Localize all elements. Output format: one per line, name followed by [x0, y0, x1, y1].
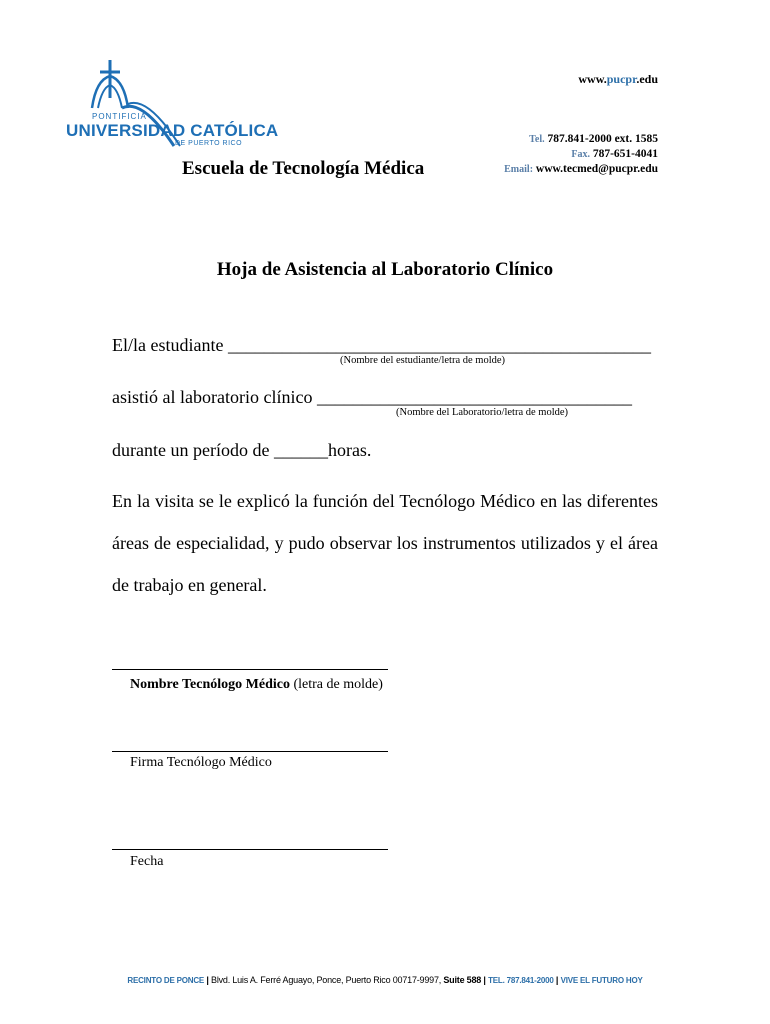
- website-suffix: .edu: [636, 72, 658, 86]
- name-label: [130, 677, 383, 693]
- contact-block: [504, 132, 658, 177]
- website-link[interactable]: [578, 72, 658, 87]
- student-caption: (Nombre del estudiante/letra de molde): [340, 355, 506, 366]
- website-accent: pucpr: [606, 72, 637, 86]
- website-prefix: www.: [578, 72, 607, 86]
- signature-line: [112, 750, 388, 752]
- email-value[interactable]: www.tecmed@pucpr.edu: [535, 163, 658, 175]
- footer-address: Blvd. Luis A. Ferré Aguayo, Ponce, Puerto Rico 00717-9997,: [211, 975, 442, 985]
- email-line: [504, 162, 658, 177]
- date-line: [112, 848, 388, 850]
- visit-paragraph: En la visita se le explicó la función del Tecnólogo Médico en las diferentes áreas de especialidad, y pudo observar los instrumentos utilizados y el área de trabajo en general.: [112, 491, 658, 595]
- footer-tel: TEL. 787.841-2000: [488, 976, 554, 985]
- name-label-bold: Nombre Tecnólogo Médico: [130, 677, 290, 692]
- tel-line: [504, 132, 658, 147]
- logo-university-text: UNIVERSIDAD CATÓLICA: [66, 121, 279, 140]
- logo-pontificia-text: PONTIFICIA: [92, 112, 147, 121]
- tel-value: 787.841-2000 ext. 1585: [547, 133, 658, 145]
- school-name: Escuela de Tecnología Médica: [182, 158, 425, 179]
- laboratory-line: asistió al laboratorio clínico ___________________________________: [112, 387, 632, 407]
- footer-suite: Suite 588: [443, 975, 482, 985]
- name-label-rest: (letra de molde): [289, 677, 383, 692]
- date-label: Fecha: [130, 854, 164, 869]
- footer-sep-3: |: [555, 975, 559, 985]
- email-label: Email:: [504, 164, 534, 175]
- fax-label: Fax.: [571, 149, 590, 160]
- fax-value: 787-651-4041: [592, 148, 658, 160]
- tel-label: Tel.: [529, 134, 545, 145]
- name-signature-line: [112, 668, 388, 670]
- student-line: El/la estudiante _______________________________________________: [112, 335, 651, 355]
- footer-sep-2: |: [483, 975, 486, 985]
- signature-label: Firma Tecnólogo Médico: [130, 755, 272, 770]
- document-title: Hoja de Asistencia al Laboratorio Clínico: [216, 259, 554, 280]
- footer-campus: RECINTO DE PONCE: [127, 976, 205, 985]
- hours-line: durante un período de ______horas.: [112, 440, 372, 460]
- laboratory-caption: (Nombre del Laboratorio/letra de molde): [396, 407, 569, 418]
- fax-line: [504, 147, 658, 162]
- footer: [0, 975, 770, 985]
- footer-sep-1: |: [206, 975, 209, 985]
- footer-motto: VIVE EL FUTURO HOY: [560, 976, 643, 985]
- logo-location-text: DE PUERTO RICO: [175, 140, 243, 147]
